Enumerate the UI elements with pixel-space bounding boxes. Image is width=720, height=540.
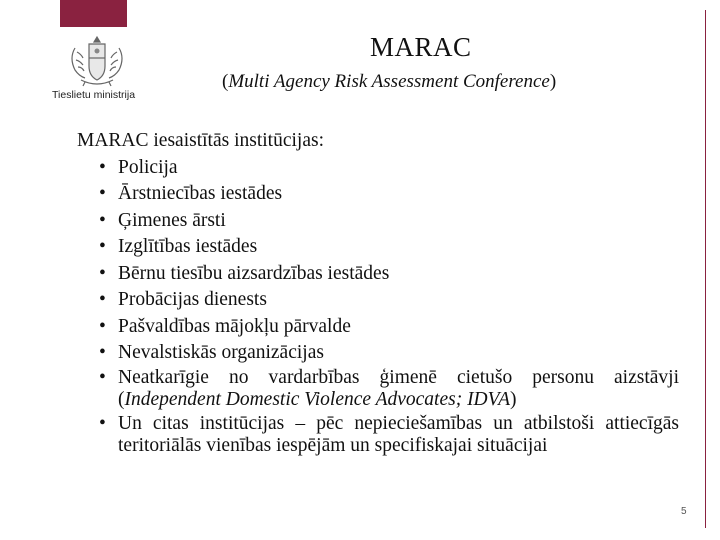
bullet-icon: • [99, 366, 106, 388]
list-item [77, 155, 679, 182]
list-item-text: Pašvaldības mājokļu pārvalde [118, 315, 351, 337]
coat-of-arms-icon [67, 34, 127, 88]
bullet-icon: • [99, 412, 106, 434]
list-item-idva [77, 367, 679, 411]
idva-text: Neatkarīgie no vardarbības ģimenē cietušo personu aizstāvji [118, 366, 679, 388]
bullet-icon: • [99, 209, 106, 231]
right-border-line [705, 10, 706, 528]
subtitle-text: Multi Agency Risk Assessment Conference [228, 71, 550, 92]
bullet-icon: • [99, 183, 106, 204]
list-item-text: Ģimenes ārsti [118, 209, 226, 231]
idva-close-paren: ) [510, 388, 517, 410]
ministry-name: Tieslietu ministrija [52, 89, 136, 101]
bullet-icon: • [99, 342, 106, 363]
institution-list [77, 155, 679, 457]
list-item-text: Probācijas dienests [118, 289, 267, 310]
bullet-icon: • [99, 236, 106, 257]
slide-body [77, 128, 679, 459]
list-item-text: Izglītības iestādes [118, 236, 258, 257]
idva-english-term: Independent Domestic Violence Advocates; IDVA [124, 388, 511, 410]
subtitle-open-paren: ( [222, 71, 229, 92]
list-item [77, 261, 679, 288]
list-item [77, 208, 679, 235]
page-subtitle [222, 71, 556, 93]
list-item [77, 181, 679, 208]
list-item [77, 287, 679, 314]
page-number: 5 [681, 506, 687, 517]
list-heading: MARAC iesaistītās institūcijas: [77, 130, 324, 151]
accent-bar [60, 0, 127, 27]
list-item [77, 234, 679, 261]
page-title: MARAC [370, 32, 472, 62]
list-item-text: Nevalstiskās organizācijas [118, 342, 324, 363]
bullet-icon: • [99, 262, 106, 284]
ministry-logo [52, 34, 142, 104]
subtitle-close-paren: ) [549, 71, 557, 92]
list-item [77, 314, 679, 341]
bullet-icon: • [99, 156, 106, 178]
list-item-other [77, 413, 679, 457]
bullet-icon: • [99, 289, 106, 310]
list-item [77, 340, 679, 367]
list-item-text: Bērnu tiesību aizsardzības iestādes [118, 262, 390, 284]
bullet-icon: • [99, 315, 106, 337]
list-item-text: Ārstniecības iestādes [118, 183, 283, 204]
other-institutions-text: Un citas institūcijas – pēc nepieciešamības un atbilstoši attiecīgās teritoriālās vienības iespējām un specifiskajai situācijai [118, 412, 679, 456]
list-item-text: Policija [118, 156, 178, 178]
idva-open-paren: ( [118, 388, 125, 410]
